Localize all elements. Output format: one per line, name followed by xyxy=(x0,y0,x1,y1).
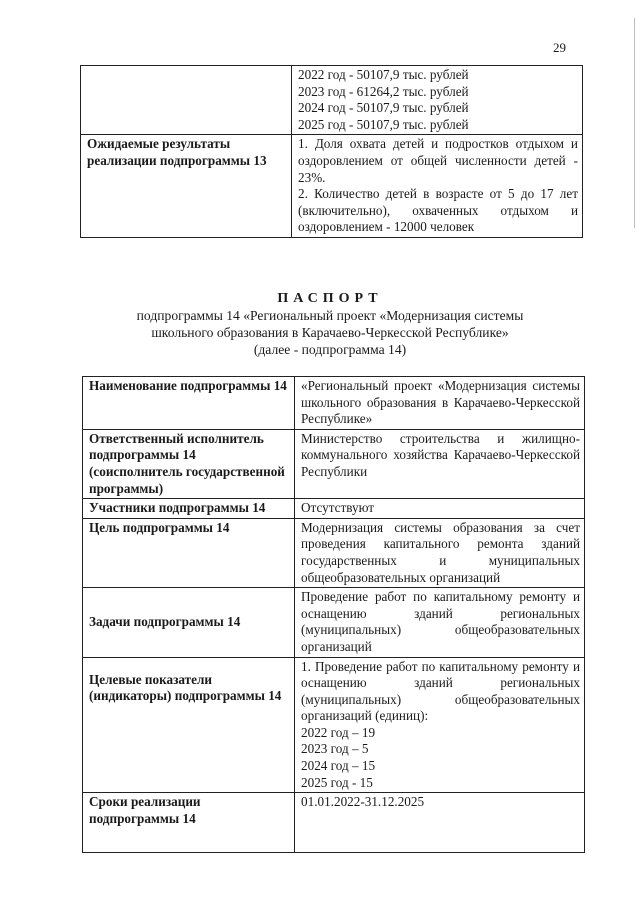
indicator-year-2025: 2025 год - 15 xyxy=(301,774,373,790)
scan-edge-line xyxy=(634,18,635,228)
subprogram-13-table-continuation xyxy=(80,65,583,238)
funding-row xyxy=(81,66,583,135)
funding-year-2023: 2023 год - 61264,2 тыс. рублей xyxy=(298,83,469,99)
terms-value: 01.01.2022-31.12.2025 xyxy=(295,793,585,853)
indicator-year-2023: 2023 год – 5 xyxy=(301,741,369,757)
indicators-label: Целевые показатели (индикаторы) подпрограммы 14 xyxy=(83,657,295,793)
tasks-row xyxy=(83,588,585,657)
funding-label-cell xyxy=(81,66,292,135)
tasks-label: Задачи подпрограммы 14 xyxy=(83,588,295,657)
executor-row xyxy=(83,429,585,498)
name-label: Наименование подпрограммы 14 xyxy=(83,377,295,430)
participants-value: Отсутствуют xyxy=(295,499,585,519)
indicators-value-cell xyxy=(295,657,585,793)
result-item-1: 1. Доля охвата детей и подростков отдыхом и оздоровлением от общей численности детей - 23%. xyxy=(298,136,578,185)
indicator-year-2024: 2024 год – 15 xyxy=(301,758,376,774)
funding-year-2025: 2025 год - 50107,9 тыс. рублей xyxy=(298,116,469,132)
passport-heading xyxy=(80,290,580,358)
passport-subtitle-line-2: школьного образования в Карачаево-Черкесской Республике» xyxy=(151,325,509,340)
participants-label: Участники подпрограммы 14 xyxy=(83,499,295,519)
results-row xyxy=(81,135,583,238)
subprogram-14-passport-table xyxy=(82,376,585,853)
funding-years-cell xyxy=(292,66,583,135)
tasks-value: Проведение работ по капитальному ремонту и оснащению зданий региональных (муниципальных) общеобразовательных организаций xyxy=(295,588,585,657)
indicators-row xyxy=(83,657,585,793)
executor-value: Министерство строительства и жилищно-коммунального хозяйства Карачаево-Черкесской Республики xyxy=(295,429,585,498)
terms-row xyxy=(83,793,585,853)
passport-subtitle-line-3: (далее - подпрограмма 14) xyxy=(253,342,407,357)
results-value-cell xyxy=(292,135,583,238)
page-number: 29 xyxy=(553,40,566,55)
name-row xyxy=(83,377,585,430)
terms-label: Сроки реализации подпрограммы 14 xyxy=(83,793,295,853)
indicator-year-2022: 2022 год – 19 xyxy=(301,724,376,740)
passport-title: ПАСПОРТ xyxy=(277,291,383,306)
participants-row xyxy=(83,499,585,519)
goal-value: Модернизация системы образования за счет проведения капитального ремонта зданий государственных и муниципальных общеобразовательных организаций xyxy=(295,518,585,587)
goal-label: Цель подпрограммы 14 xyxy=(83,518,295,587)
name-value: «Региональный проект «Модернизация системы школьного образования в Карачаево-Черкесской Республике» xyxy=(295,377,585,430)
indicators-intro: 1. Проведение работ по капитальному ремонту и оснащению зданий региональных (муниципальных) общеобразовательных организаций (единиц): xyxy=(301,658,580,724)
passport-subtitle-line-1: подпрограммы 14 «Региональный проект «Модернизация системы xyxy=(136,308,524,323)
executor-label: Ответственный исполнитель подпрограммы 14 (соисполнитель государственной программы) xyxy=(83,429,295,498)
result-item-2: 2. Количество детей в возрасте от 5 до 17 лет (включительно), охваченных отдыхом и оздоровлением - 12000 человек xyxy=(298,186,578,235)
goal-row xyxy=(83,518,585,587)
results-label: Ожидаемые результаты реализации подпрограммы 13 xyxy=(81,135,292,238)
funding-year-2022: 2022 год - 50107,9 тыс. рублей xyxy=(298,67,469,82)
funding-year-2024: 2024 год - 50107,9 тыс. рублей xyxy=(298,100,469,116)
